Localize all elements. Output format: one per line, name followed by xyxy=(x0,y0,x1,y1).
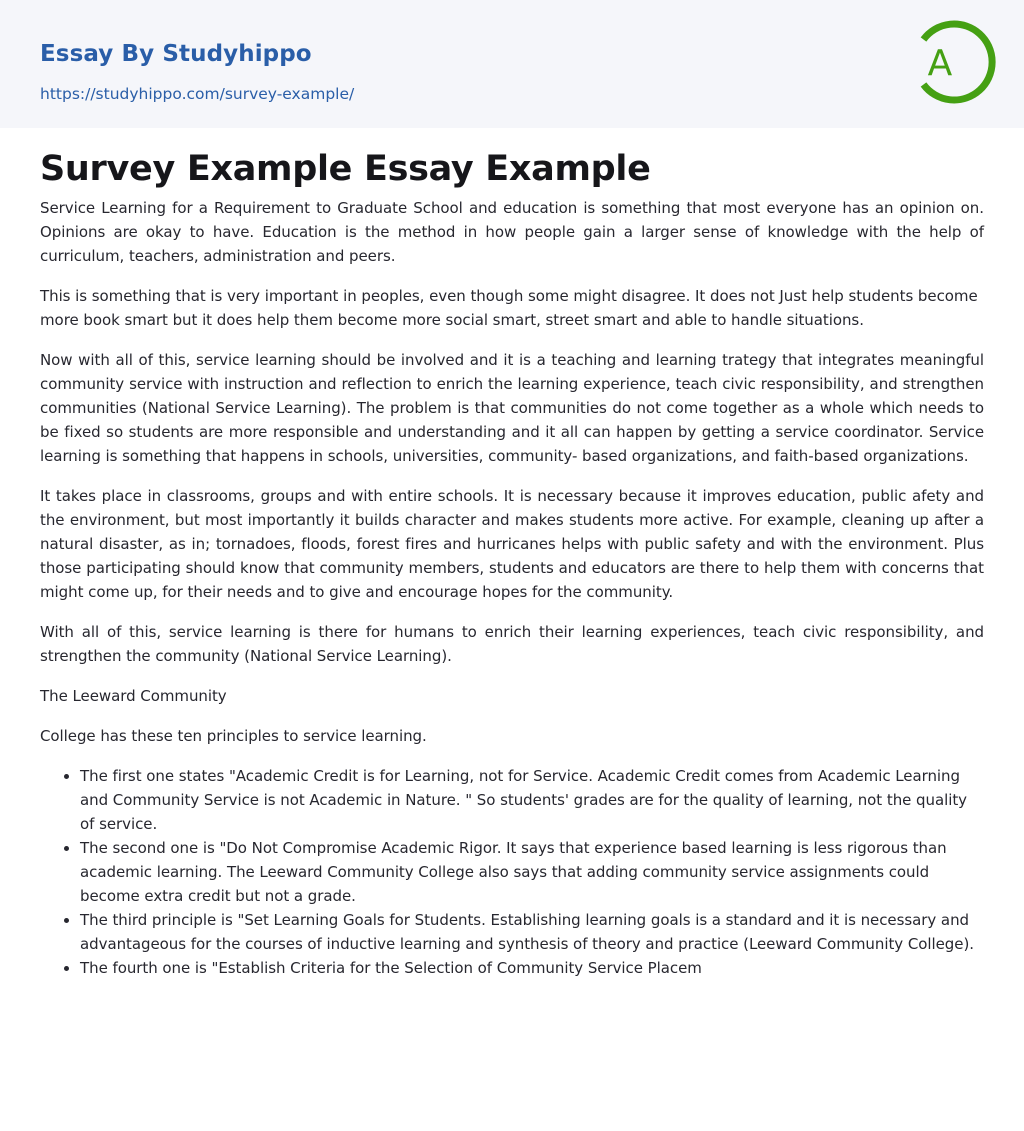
article-body xyxy=(40,196,984,980)
list-item: The second one is "Do Not Compromise Academic Rigor. It says that experience based learning is less rigorous than academic learning. The Leeward Community College also says that adding community service assignments could become extra credit but not a grade. xyxy=(80,836,984,908)
paragraph: With all of this, service learning is there for humans to enrich their learning experiences, teach civic responsibility, and strengthen the community (National Service Learning). xyxy=(40,623,984,665)
paragraph: College has these ten principles to service learning. xyxy=(40,727,427,745)
source-url-link[interactable]: https://studyhippo.com/survey-example/ xyxy=(40,85,355,103)
list-item: The first one states "Academic Credit is for Learning, not for Service. Academic Credit comes from Academic Learning and Community Service is not Academic in Nature. " So students' grades are for the quality of learning, not the quality of service. xyxy=(80,764,984,836)
logo-icon xyxy=(900,14,996,110)
paragraph: It takes place in classrooms, groups and with entire schools. It is necessary because it improves education, public afety and the environment, but most importantly it builds character and makes students more active. For example, cleaning up after a natural disaster, as in; tornadoes, floods, forest fires and hurricanes helps with public safety and with the environment. Plus those participating should know that community members, students and educators are there to help them with concerns that might come up, for their needs and to give and encourage hopes for the community. xyxy=(40,487,984,601)
paragraph: The Leeward Community xyxy=(40,687,227,705)
paragraph: Service Learning for a Requirement to Graduate School and education is something that most everyone has an opinion on. Opinions are okay to have. Education is the method in how people gain a larger sense of knowledge with the help of curriculum, teachers, administration and peers. xyxy=(40,199,984,265)
paragraph: Now with all of this, service learning should be involved and it is a teaching and learning trategy that integrates meaningful community service with instruction and reflection to enrich the learning experience, teach civic responsibility, and strengthen communities (National Service Learning). The problem is that communities do not come together as a whole which needs to be fixed so students are more responsible and understanding and it all can happen by getting a service coordinator. Service learning is something that happens in schools, universities, community- based organizations, and faith-based organizations. xyxy=(40,351,984,465)
principles-list xyxy=(40,764,984,980)
svg-text:A: A xyxy=(927,43,953,84)
site-header xyxy=(0,0,1024,128)
page-title: Survey Example Essay Example xyxy=(40,149,651,189)
list-item: The fourth one is "Establish Criteria for the Selection of Community Service Placem xyxy=(80,956,984,980)
studyhippo-logo[interactable] xyxy=(900,14,996,110)
list-item: The third principle is "Set Learning Goals for Students. Establishing learning goals is a standard and it is necessary and advantageous for the courses of inductive learning and synthesis of theory and practice (Leeward Community College). xyxy=(80,908,984,956)
article xyxy=(0,147,1024,980)
brand-title: Essay By Studyhippo xyxy=(40,41,312,67)
paragraph: This is something that is very important in peoples, even though some might disagree. It does not Just help students become more book smart but it does help them become more social smart, street smart and able to handle situations. xyxy=(40,287,978,329)
